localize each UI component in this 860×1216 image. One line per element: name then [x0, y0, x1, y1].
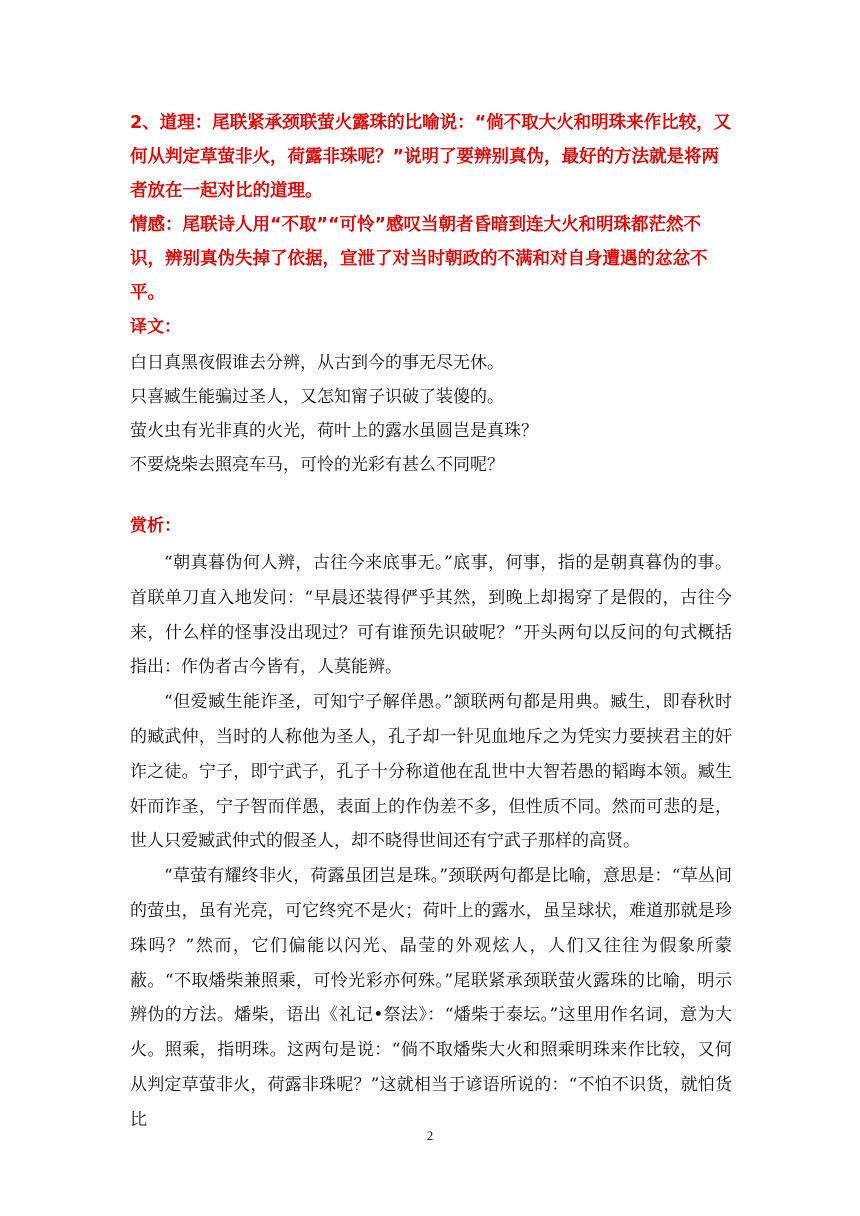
translation-line: 萤火虫有光非真的火光，荷叶上的露水虽圆岂是真珠？ — [130, 421, 538, 441]
page-number: 2 — [426, 1128, 434, 1143]
appreciation-paragraph: “但爱臧生能诈圣，可知宁子解佯愚。”颔联两句都是用典。臧生，即春秋时的臧武仲，当时的人称他为圣人，孔子却一针见血地斥之为凭实力要挟君主的奸诈之徒。宁子，即宁武子，孔子十分称道他在乱世中大智若愚的韬晦本领。臧生奸而诈圣，宁子智而佯愚，表面上的作伪差不多，但性质不同。然而可悲的是，世人只爱臧武仲式的假圣人，却不晓得世间还有宁武子那样的高贤。 — [130, 692, 732, 852]
translation-line: 不要烧柴去照亮车马，可怜的光彩有甚么不同呢？ — [130, 455, 504, 475]
reasoning-section — [130, 106, 732, 310]
reasoning-paragraph: 2、道理：尾联紧承颈联萤火露珠的比喻说：“倘不取大火和明珠来作比较，又何从判定草萤非火，荷露非珠呢？”说明了要辨别真伪，最好的方法就是将两者放在一起对比的道理。 — [130, 113, 732, 201]
appreciation-paragraph: “朝真暮伪何人辨，古往今来底事无。”底事，何事，指的是朝真暮伪的事。首联单刀直入地发问：“早晨还装得俨乎其然，到晚上却揭穿了是假的，古往今来，什么样的怪事没出现过？可有谁预先识破呢？”开头两句以反问的句式概括指出：作伪者古今皆有，人莫能辨。 — [130, 553, 732, 678]
emotion-paragraph: 情感：尾联诗人用“不取”“可怜”感叹当朝者昏暗到连大火和明珠都茫然不识，辨别真伪失掉了依据，宣泄了对当时朝政的不满和对自身遭遇的忿忿不平。 — [130, 215, 708, 303]
appreciation-section — [130, 511, 732, 1138]
appreciation-paragraph: “草萤有耀终非火，荷露虽团岂是珠。”颈联两句都是比喻，意思是：“草丛间的萤虫，虽有光亮，可它终究不是火；荷叶上的露水，虽呈球状，难道那就是珍珠吗？”然而，它们偏能以闪光、晶莹的外观炫人，人们又往往为假象所蒙蔽。“不取燔柴兼照乘，可怜光彩亦何殊。”尾联紧承颈联萤火露珠的比喻，明示辨伪的方法。燔柴，语出《礼记•祭法》：“燔柴于泰坛。”这里用作名词，意为大火。照乘，指明珠。这两句是说：“倘不取燔柴大火和照乘明珠来作比较，又何从判定草萤非火，荷露非珠呢？”这就相当于谚语所说的：“不怕不识货，就怕货比 — [130, 866, 732, 1130]
appreciation-heading: 赏析： — [130, 516, 181, 536]
translation-section — [130, 312, 732, 482]
translation-line: 只喜臧生能骗过圣人，又怎知甯子识破了装傻的。 — [130, 387, 504, 407]
translation-heading: 译文： — [130, 317, 181, 337]
translation-line: 白日真黑夜假谁去分辨，从古到今的事无尽无休。 — [130, 353, 504, 373]
